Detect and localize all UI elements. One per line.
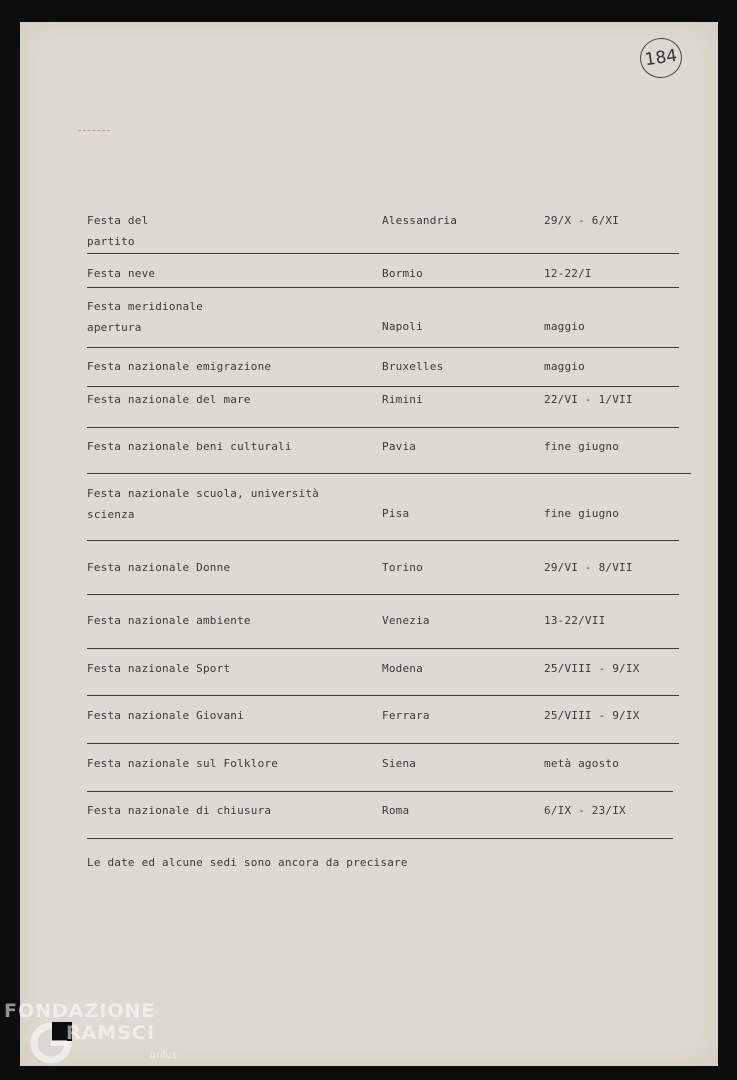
event-city: Rimini: [382, 393, 423, 406]
event-city: Ferrara: [382, 709, 430, 722]
row-divider: [87, 427, 679, 428]
row-divider: [87, 287, 679, 288]
event-name: Festa nazionale ambiente: [87, 614, 251, 627]
row-divider: [87, 648, 679, 649]
event-name: Festa neve: [87, 267, 156, 280]
event-city: Venezia: [382, 614, 430, 627]
event-city: Modena: [382, 662, 423, 675]
event-name: Festa nazionale beni culturali: [87, 440, 292, 453]
event-city: Torino: [382, 561, 423, 574]
event-dates: 22/VI - 1/VII: [544, 393, 633, 406]
event-city: Pisa: [382, 507, 410, 520]
event-dates: maggio: [544, 320, 585, 333]
row-divider: [87, 695, 679, 696]
row-divider: [87, 386, 679, 387]
watermark-line3: onlus: [150, 1050, 177, 1061]
event-name: Festa del partito: [87, 214, 149, 248]
page-number-stamp: 184: [637, 35, 684, 80]
event-dates: 12-22/I: [544, 267, 592, 280]
footer-note: Le date ed alcune sedi sono ancora da precisare: [87, 856, 408, 869]
event-city: Napoli: [382, 320, 423, 333]
row-divider: [87, 540, 679, 541]
event-name: Festa nazionale del mare: [87, 393, 251, 406]
watermark-line2: RAMSCI: [66, 1022, 155, 1044]
row-divider: [87, 743, 679, 744]
event-dates: fine giugno: [544, 440, 620, 453]
row-divider: [87, 838, 673, 839]
row-divider: [87, 253, 679, 254]
event-city: Pavia: [382, 440, 417, 453]
event-city: Siena: [382, 757, 417, 770]
event-name: Festa nazionale sul Folklore: [87, 757, 279, 770]
row-divider: [87, 347, 679, 348]
event-name: Festa nazionale Sport: [87, 662, 231, 675]
row-divider: [87, 594, 679, 595]
fondazione-gramsci-watermark: [4, 1000, 194, 1076]
event-city: Roma: [382, 804, 410, 817]
event-dates: 25/VIII - 9/IX: [544, 662, 640, 675]
watermark-line1: FONDAZIONE: [4, 1000, 156, 1022]
row-divider: [87, 473, 691, 474]
event-dates: maggio: [544, 360, 585, 373]
event-dates: 29/VI - 8/VII: [544, 561, 633, 574]
event-name: Festa nazionale scuola, università scienza: [87, 487, 319, 521]
event-dates: metà agosto: [544, 757, 620, 770]
event-name: Festa nazionale Giovani: [87, 709, 244, 722]
document-page: [20, 22, 718, 1066]
event-city: Bruxelles: [382, 360, 444, 373]
event-city: Bormio: [382, 267, 423, 280]
row-divider: [87, 791, 673, 792]
event-dates: fine giugno: [544, 507, 620, 520]
event-dates: 6/IX - 23/IX: [544, 804, 626, 817]
event-name: Festa nazionale emigrazione: [87, 360, 272, 373]
event-dates: 29/X - 6/XI: [544, 214, 620, 227]
event-name: Festa nazionale di chiusura: [87, 804, 272, 817]
events-table: [20, 22, 718, 1066]
event-dates: 25/VIII - 9/IX: [544, 709, 640, 722]
event-dates: 13-22/VII: [544, 614, 606, 627]
event-name: Festa nazionale Donne: [87, 561, 231, 574]
event-city: Alessandria: [382, 214, 458, 227]
event-name: Festa meridionale apertura: [87, 300, 203, 334]
